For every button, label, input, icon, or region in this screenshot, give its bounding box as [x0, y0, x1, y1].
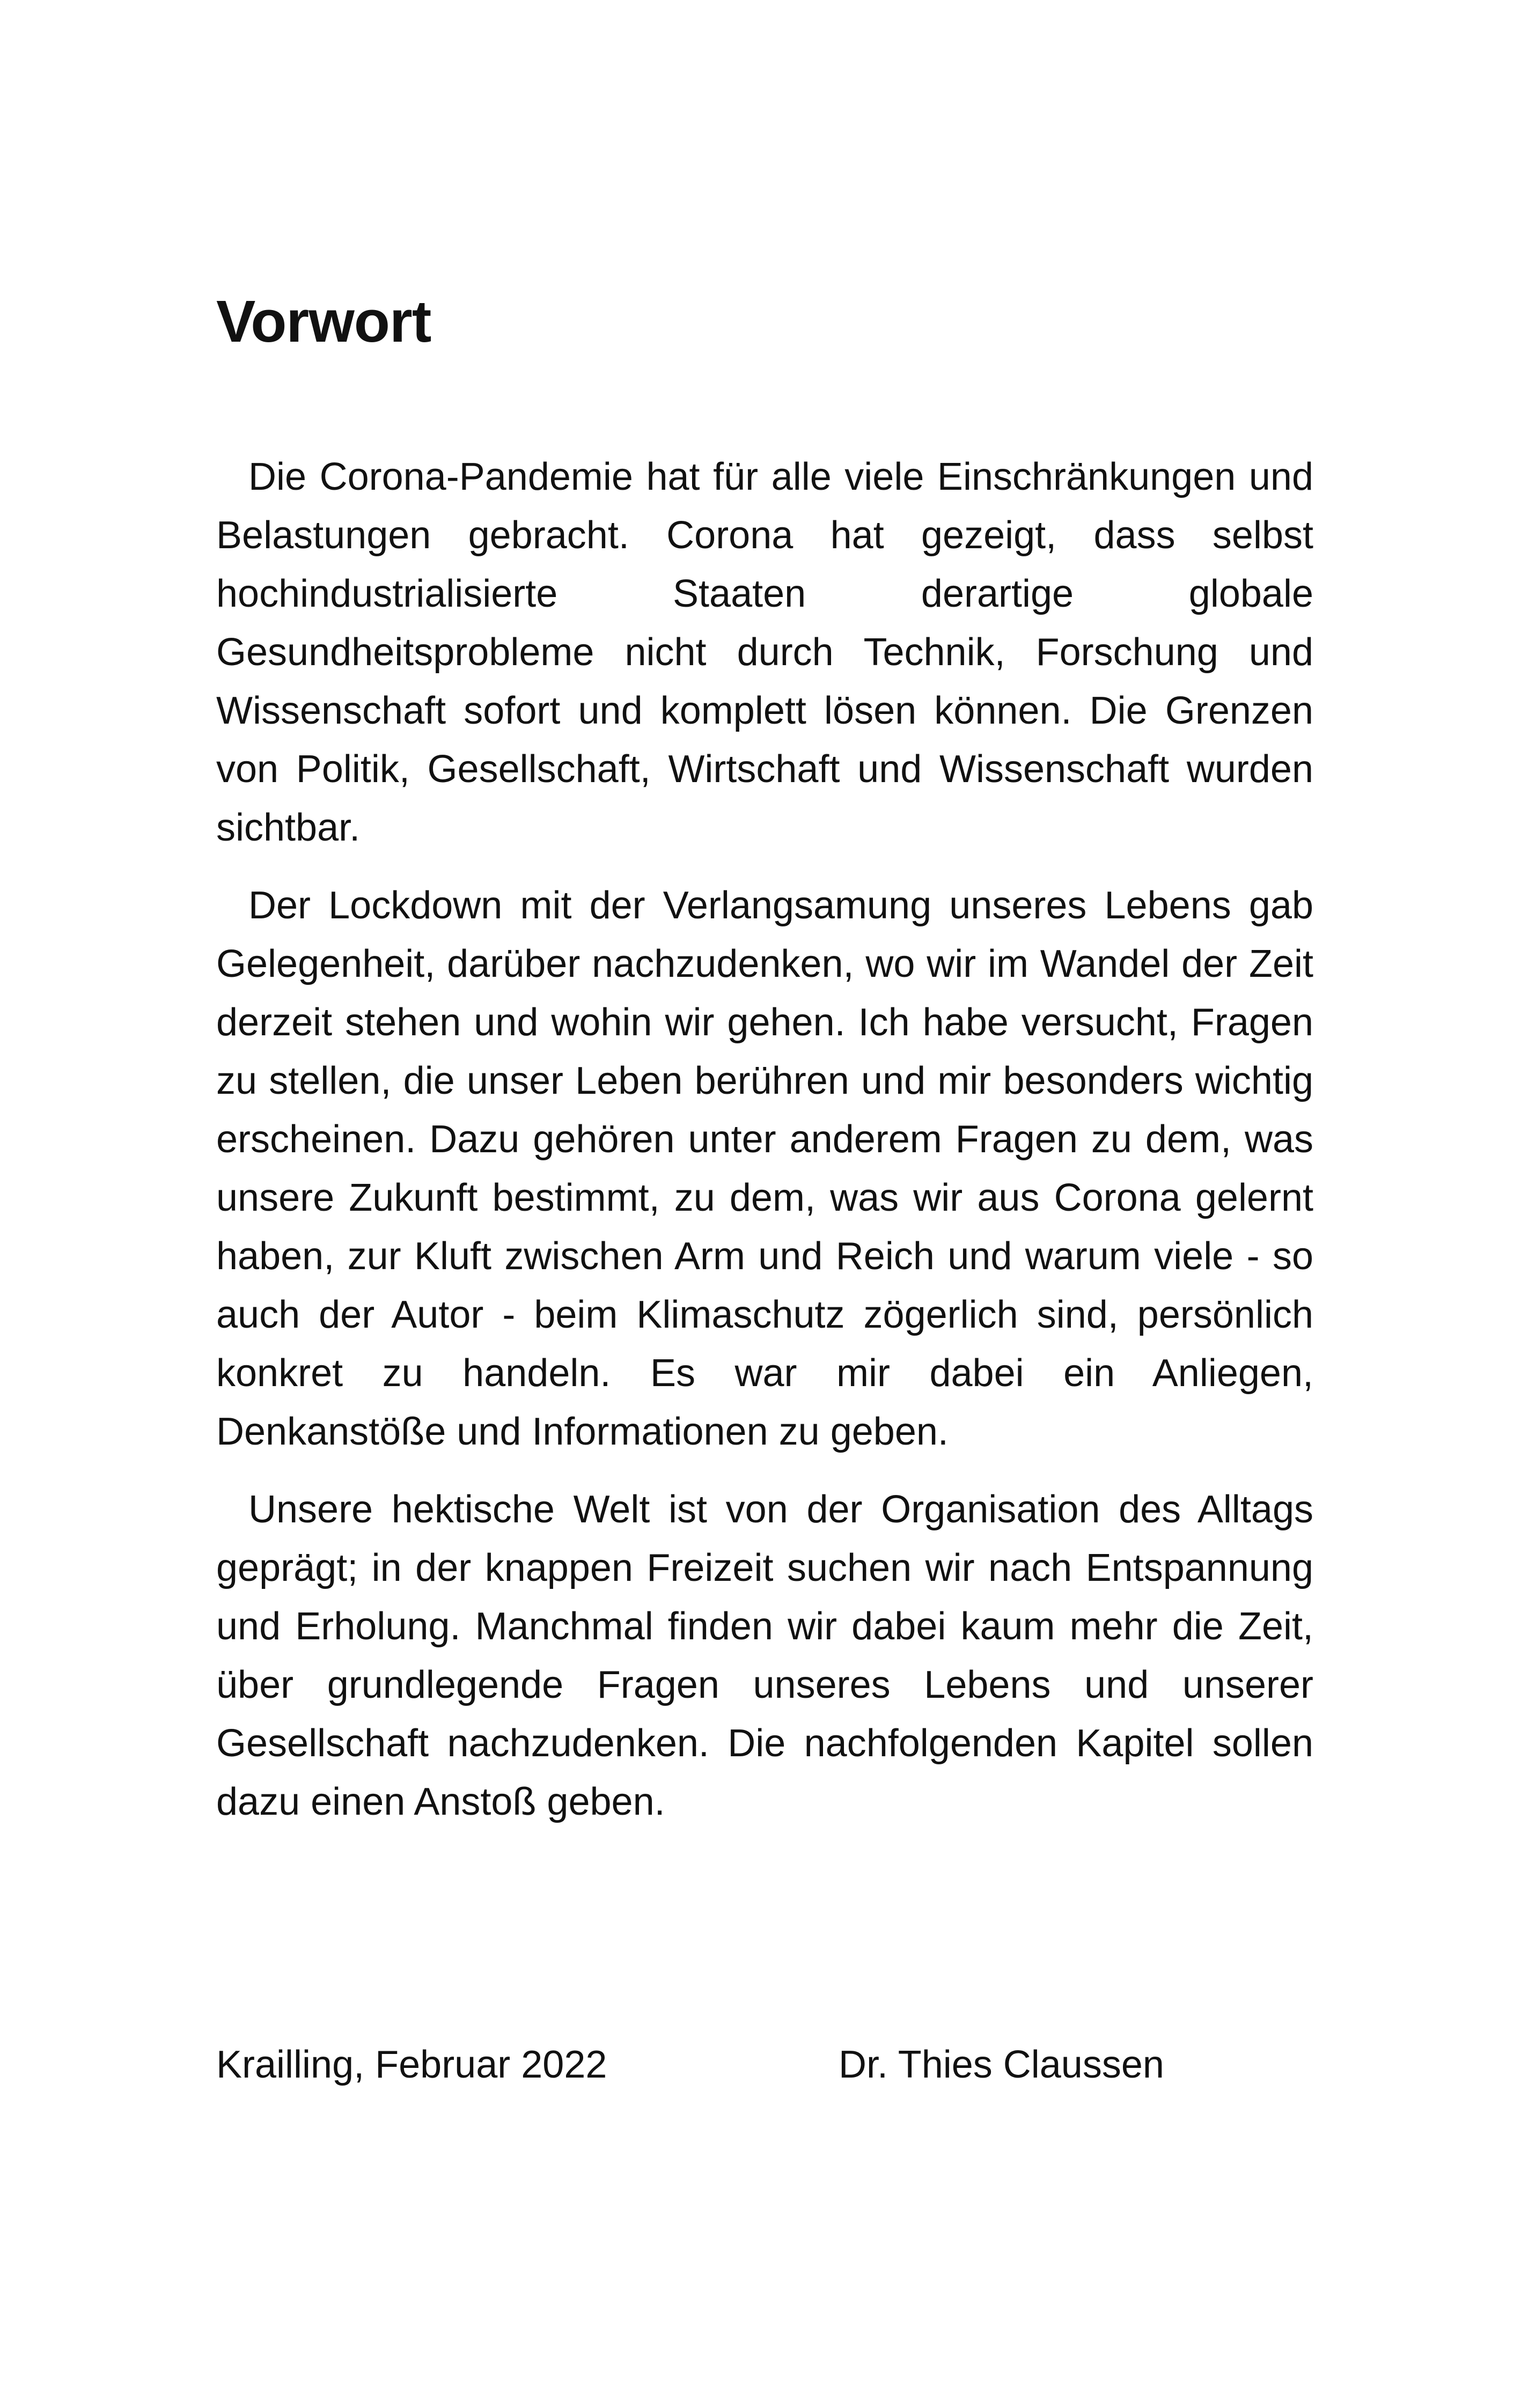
page-title: Vorwort: [216, 289, 431, 355]
paragraph-3: Unsere hektische Welt ist von der Organisation des Alltags geprägt; in der knappen Freizeit suchen wir nach Entspannung und Erholung. Manchmal finden wir dabei kaum mehr die Zeit, über grundlegende Fragen unseres Lebens und unserer Gesellschaft nachzudenken. Die nachfolgenden Kapitel sollen dazu einen Anstoß geben.: [216, 1488, 1313, 1823]
paragraph-2: Der Lockdown mit der Verlangsamung unseres Lebens gab Gelegenheit, darüber nachzudenken, wo wir im Wandel der Zeit derzeit stehen und wohin wir gehen. Ich habe versucht, Fragen zu stellen, die unser Leben berühren und mir besonders wichtig erscheinen. Dazu gehören unter anderem Fragen zu dem, was unsere Zukunft bestimmt, zu dem, was wir aus Corona gelernt haben, zur Kluft zwischen Arm und Reich und warum viele - so auch der Autor - beim Klimaschutz zögerlich sind, persönlich konkret zu handeln. Es war mir dabei ein Anliegen, Denkanstöße und Informationen zu geben.: [216, 884, 1313, 1453]
foreword-body: [216, 448, 1313, 1851]
signoff-author: Dr. Thies Claussen: [839, 2043, 1164, 2086]
signoff-place-date: Krailling, Februar 2022: [216, 2043, 607, 2086]
paragraph-1: Die Corona-Pandemie hat für alle viele Einschränkungen und Belastungen gebracht. Corona hat gezeigt, dass selbst hochindustrialisierte Staaten derartige globale Gesundheitsprobleme nicht durch Technik, Forschung und Wissenschaft sofort und komplett lösen können. Die Grenzen von Politik, Gesellschaft, Wirtschaft und Wissenschaft wurden sichtbar.: [216, 455, 1313, 849]
